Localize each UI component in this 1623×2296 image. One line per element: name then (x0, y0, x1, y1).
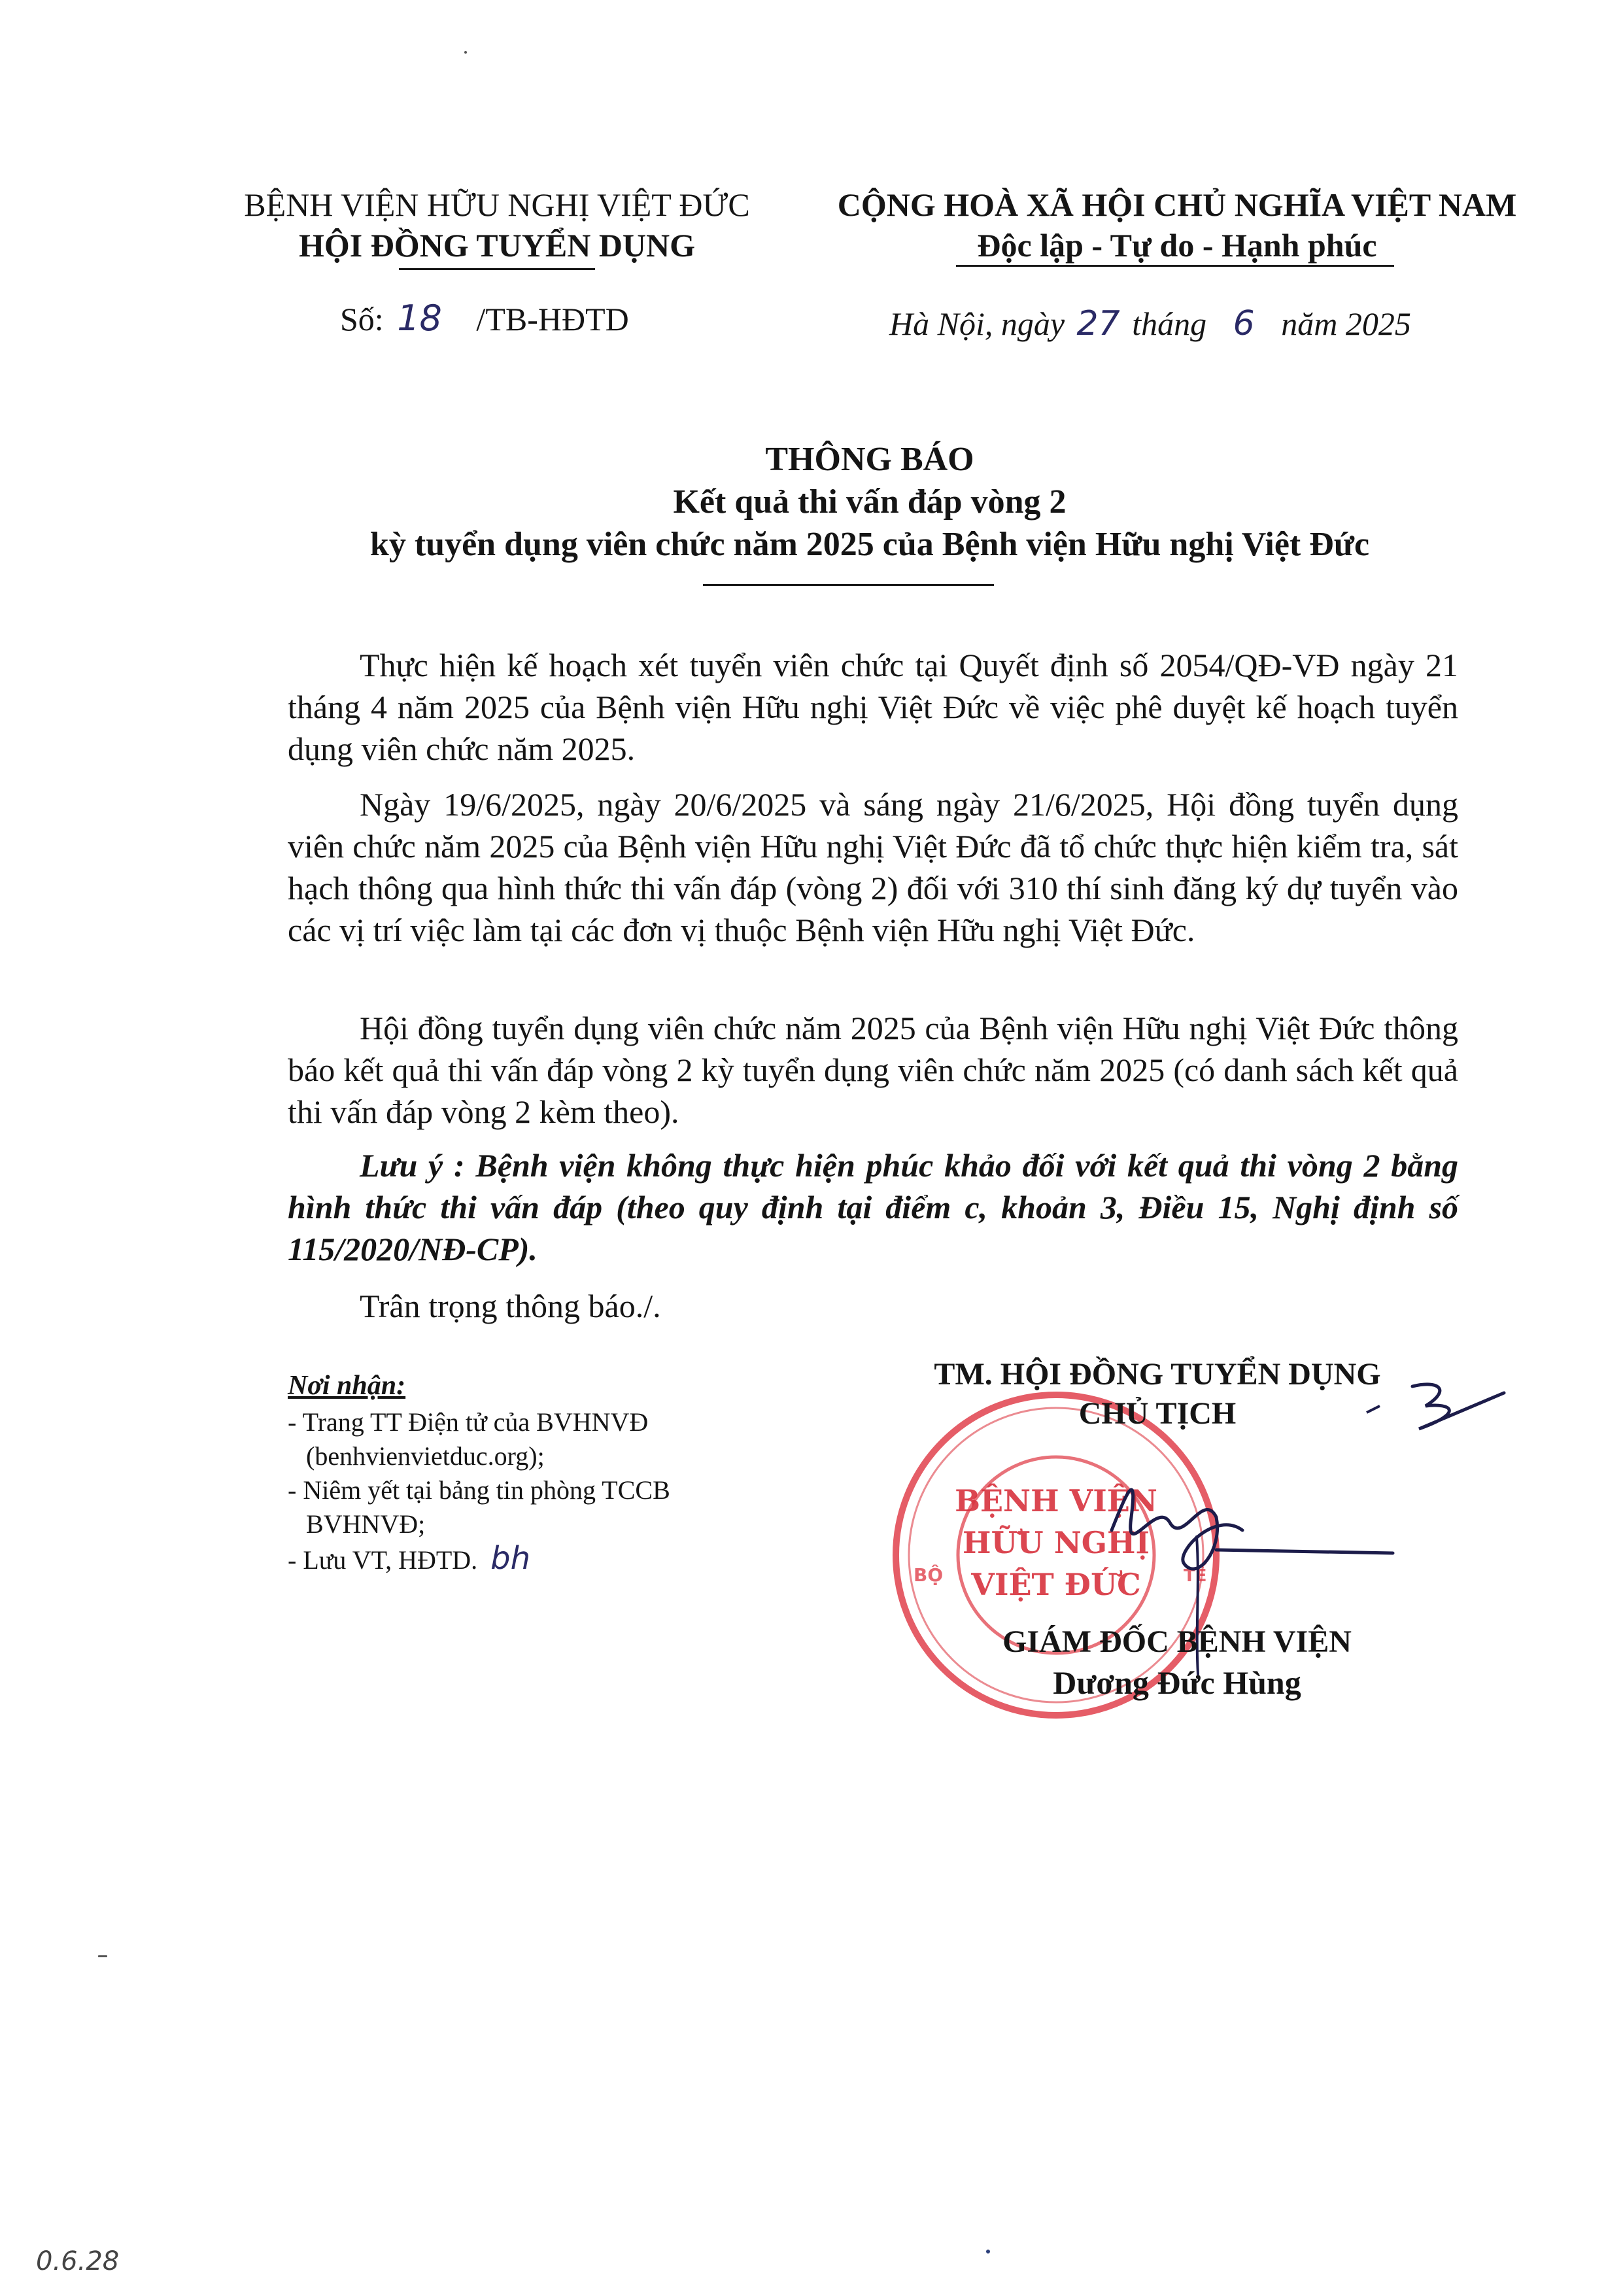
title-main: THÔNG BÁO (765, 441, 974, 478)
document-number: Số: 18 /TB-HĐTD (340, 298, 629, 339)
handwritten-day: 27 (1076, 304, 1120, 343)
recipient-item: - Trang TT Điện tử của BVHNVĐ (288, 1407, 649, 1437)
document-date: Hà Nội, ngày 27 tháng 6 năm 2025 (889, 304, 1411, 343)
title-sub: Kết quả thi vấn đáp vòng 2 (673, 483, 1067, 521)
title-underline (703, 584, 994, 586)
signer-position: GIÁM ĐỐC BỆNH VIỆN (1002, 1624, 1352, 1659)
title-scope: kỳ tuyển dụng viên chức năm 2025 của Bệnh viện Hữu nghị Việt Đức (369, 526, 1370, 563)
svg-text:TẾ: TẾ (1184, 1566, 1207, 1586)
recipient-item: - Lưu VT, HĐTD. bh (288, 1540, 531, 1577)
org-underline (399, 268, 595, 270)
recipient-item: BVHNVĐ; (306, 1509, 426, 1539)
national-motto: Độc lập - Tự do - Hạnh phúc (977, 227, 1377, 264)
stamp-text: BỆNH VIỆN HỮU NGHỊ VIỆT ĐỨC (955, 1483, 1157, 1602)
national-header (817, 184, 1537, 266)
paragraph-exam: Ngày 19/6/2025, ngày 20/6/2025 và sáng ngày 21/6/2025, Hội đồng tuyển dụng viên chức năm 2025 của Bệnh viện Hữu nghị Việt Đức đã tổ chức thực hiện kiểm tra, sát hạch thông qua hình thức thi vấn đáp (vòng 2) đối với 310 thí sinh đăng ký dự tuyển vào các vị trí việc làm tại các đơn vị thuộc Bệnh viện Hữu nghị Việt Đức. (288, 786, 1458, 948)
recipients-block (288, 1370, 670, 1577)
paragraph-closing: Trân trọng thông báo./. (360, 1288, 661, 1324)
document-title (157, 438, 1582, 566)
signer-block (909, 1622, 1445, 1703)
scan-speck (464, 51, 467, 54)
handwritten-number: 18 (397, 298, 442, 339)
paragraph-announcement: Hội đồng tuyển dụng viên chức năm 2025 của Bệnh viện Hữu nghị Việt Đức thông báo kết quả thi vấn đáp vòng 2 kỳ tuyển dụng viên chức năm 2025 (có danh sách kết quả thi vấn đáp vòng 2 kèm theo). (288, 1010, 1458, 1130)
handwritten-initials: bh (490, 1540, 531, 1577)
handwritten-month: 6 (1233, 304, 1255, 343)
motto-underline (956, 265, 1394, 267)
scan-speck (986, 2250, 990, 2253)
paragraph-note: Lưu ý : Bệnh viện không thực hiện phúc khảo đối với kết quả thi vòng 2 bằng hình thức thi vấn đáp (theo quy định tại điểm c, khoản 3, Điều 15, Nghị định số 115/2020/NĐ-CP). (288, 1147, 1458, 1267)
paragraph-plan: Thực hiện kế hoạch xét tuyển viên chức tại Quyết định số 2054/QĐ-VĐ ngày 21 tháng 4 năm 2025 của Bệnh viện Hữu nghị Việt Đức về việc phê duyệt kế hoạch tuyển dụng viên chức năm 2025. (288, 647, 1458, 767)
signature-on-behalf: TM. HỘI ĐỒNG TUYỂN DỤNG (934, 1357, 1381, 1392)
svg-text:BỘ: BỘ (914, 1564, 944, 1586)
org-name: BỆNH VIỆN HỮU NGHỊ VIỆT ĐỨC (244, 186, 750, 223)
issuing-organization (216, 184, 778, 266)
recipient-item: (benhvienvietduc.org); (306, 1441, 545, 1471)
scan-speck (98, 1955, 107, 1957)
footer-handwritten-note: 0.6.28 (36, 2246, 120, 2276)
recipients-title: Nơi nhận: (288, 1371, 406, 1401)
national-title: CỘNG HOÀ XÃ HỘI CHỦ NGHĨA VIỆT NAM (837, 186, 1517, 223)
recipient-item: - Niêm yết tại bảng tin phòng TCCB (288, 1475, 670, 1505)
council-name: HỘI ĐỒNG TUYỂN DỤNG (298, 227, 696, 264)
signature-role: CHỦ TỊCH (1078, 1396, 1237, 1431)
signer-name: Dương Đức Hùng (1053, 1664, 1301, 1701)
